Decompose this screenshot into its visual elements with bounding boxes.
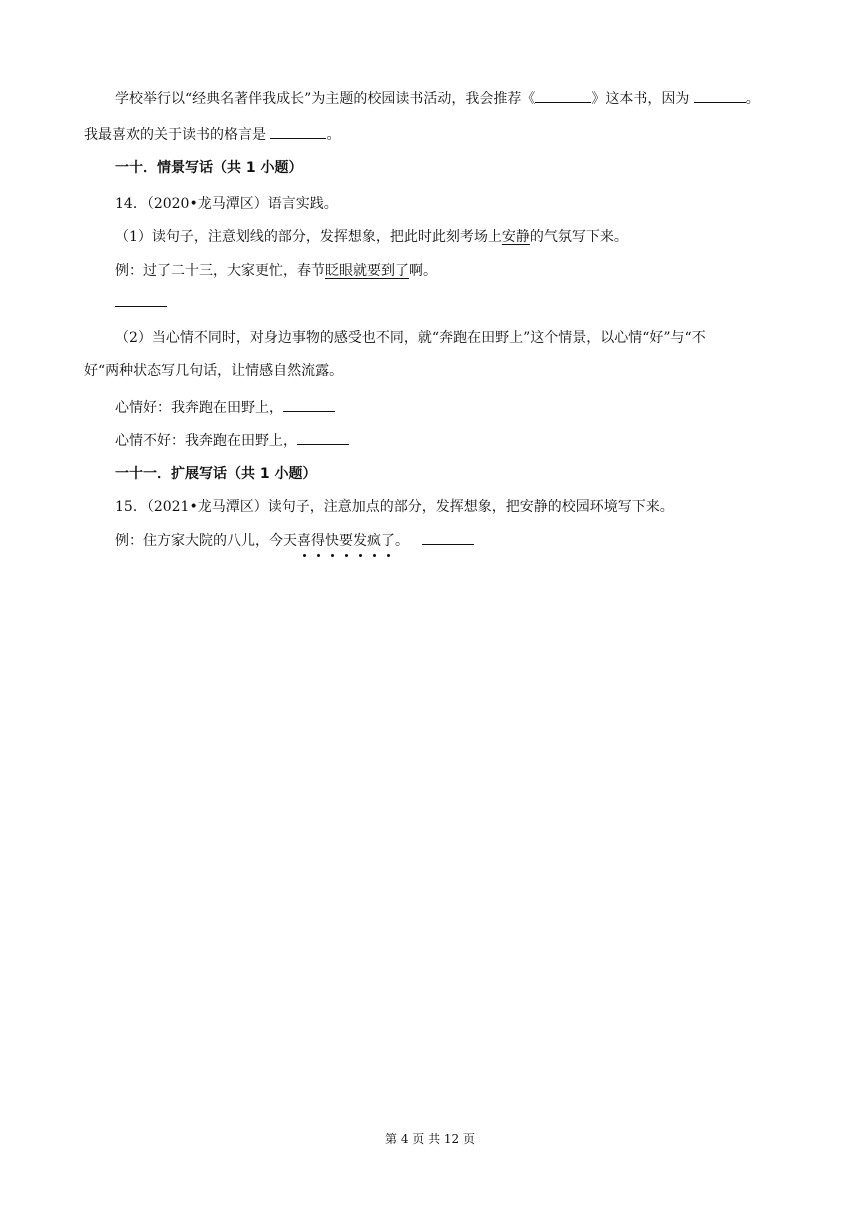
q14-example — [115, 261, 437, 281]
q14-part-1-answer — [115, 292, 167, 313]
q14-part-1 — [115, 227, 628, 247]
dotted-char: 得 — [311, 533, 325, 549]
text: 的气氛写下来。 — [529, 229, 628, 245]
dotted-char: 了 — [381, 533, 395, 549]
dotted-char: 喜 — [297, 533, 311, 549]
text: 例：过了二十三，大家更忙，春节 — [115, 263, 325, 279]
q14-part-2-line-1: （2）当心情不同时，对身边事物的感受也不同，就“奔跑在田野上”这个情景，以心情“好”与“不 — [115, 330, 706, 346]
text: 学校举行以“经典名著伴我成长”为主题的校园读书活动，我会推荐《 — [115, 91, 536, 107]
text: 》这本书，因为 — [591, 91, 694, 107]
underlined-text: 眨眼就要到了 — [325, 263, 409, 279]
dotted-char: 要 — [339, 533, 353, 549]
answer-blank-reason[interactable] — [694, 88, 746, 103]
answer-blank-good-mood[interactable] — [283, 397, 335, 412]
text: 。 — [745, 91, 760, 107]
q14-good-mood — [115, 397, 335, 418]
answer-blank-bad-mood[interactable] — [297, 430, 349, 445]
q14-stem: 14．（2020•龙马潭区）语言实践。 — [115, 196, 338, 212]
answer-blank-part-1[interactable] — [115, 292, 167, 307]
text: 啊。 — [409, 263, 437, 279]
text: 我最喜欢的关于读书的格言是 — [84, 127, 271, 143]
q15-stem: 15．（2021•龙马潭区）读句子，注意加点的部分，发挥想象，把安静的校园环境写下来。 — [115, 499, 674, 515]
q14-part-2-line-2: 好“两种状态写几句话，让情感自然流露。 — [84, 363, 344, 379]
dotted-char: 快 — [325, 533, 339, 549]
q14-bad-mood — [115, 430, 349, 451]
underlined-text: 安静 — [501, 229, 530, 245]
text: （1）读句子，注意划线的部分，发挥想象，把此时此刻考场上 — [115, 229, 502, 245]
text: 。 — [395, 533, 409, 549]
q13-line-2 — [84, 124, 340, 145]
text: 心情好：我奔跑在田野上， — [115, 400, 283, 416]
answer-blank-q15[interactable] — [422, 530, 474, 545]
dotted-char: 疯 — [367, 533, 381, 549]
section-11-heading: 一十一．扩展写话（共 1 小题） — [115, 466, 317, 482]
q13-line-1 — [115, 88, 760, 109]
text: 。 — [326, 127, 341, 143]
text: 例：住方家大院的八儿，今天 — [115, 533, 297, 549]
answer-blank-motto[interactable] — [270, 124, 326, 139]
answer-blank-book[interactable] — [535, 88, 591, 103]
text: 心情不好：我奔跑在田野上， — [115, 433, 297, 449]
dotted-char: 发 — [353, 533, 367, 549]
section-10-heading: 一十．情景写话（共 1 小题） — [115, 160, 303, 176]
q15-example — [115, 530, 474, 551]
page-footer: 第 4 页 共 12 页 — [385, 1132, 475, 1146]
